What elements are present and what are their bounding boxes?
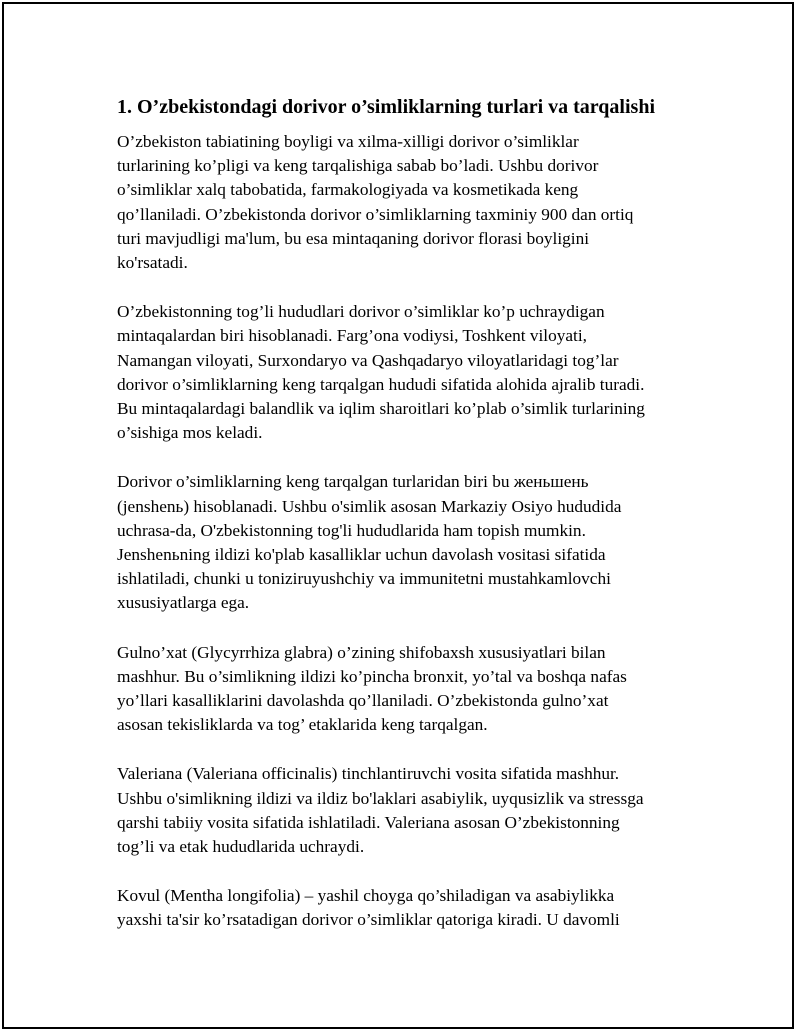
text-line: ishlatiladi, chunki u toniziruyushchiy va immunitetni mustahkamlovchi [117,569,611,589]
text-line: Bu mintaqalardagi balandlik va iqlim sharoitlari ko’plab o’simlik turlarining [117,399,645,419]
text-line: (jenshenь) hisoblanadi. Ushbu o'simlik asosan Markaziy Osiyo hududida [117,496,622,516]
text-line: mashhur. Bu o’simlikning ildizi ko’pincha bronxit, yo’tal va boshqa nafas [117,666,627,686]
paragraph-diversity [117,130,697,275]
text-line: turlarining ko’pligi va keng tarqalishiga sabab bo’ladi. Ushbu dorivor [117,156,599,176]
text-line: mintaqalardan biri hisoblanadi. Farg’ona vodiysi, Toshkent viloyati, [117,326,587,346]
text-line: tog’li va etak hududlarida uchraydi. [117,837,365,857]
text-line: Dorivor o’simliklarning keng tarqalgan turlaridan biri bu женьшень [117,472,589,492]
text-line: O’zbekistonning tog’li hududlari dorivor o’simliklar ko’p uchraydigan [117,302,605,322]
text-line: uchrasa-da, O'zbekistonning tog'li hududlarida ham topish mumkin. [117,520,586,540]
paragraph-licorice [117,641,697,738]
text-line: Ushbu o'simlikning ildizi va ildiz bo'laklari asabiylik, uyqusizlik va stressga [117,788,644,808]
text-line: o’sishiga mos keladi. [117,423,263,443]
text-line: dorivor o’simliklarning keng tarqalgan hududi sifatida alohida ajralib turadi. [117,374,645,394]
text-line: yo’llari kasalliklarini davolashda qo’llaniladi. O’zbekistonda gulno’xat [117,691,609,711]
text-line: xususiyatlarga ega. [117,593,250,613]
text-line: qarshi tabiiy vosita sifatida ishlatiladi. Valeriana asosan O’zbekistonning [117,812,620,832]
text-line: qo’llaniladi. O’zbekistonda dorivor o’simliklarning taxminiy 900 dan ortiq [117,204,634,224]
text-line: o’simliklar xalq tabobatida, farmakologiyada va kosmetikada keng [117,180,579,200]
paragraph-mountain-regions [117,300,697,445]
text-line: Jenshenьning ildizi ko'plab kasalliklar uchun davolash vositasi sifatida [117,545,606,565]
text-line: ko'rsatadi. [117,253,188,273]
text-line: Valeriana (Valeriana officinalis) tinchlantiruvchi vosita sifatida mashhur. [117,764,620,784]
document-body [117,93,697,958]
paragraph-valerian [117,762,697,859]
text-line: Kovul (Mentha longifolia) – yashil choyga qo’shiladigan va asabiylikka [117,886,615,906]
text-line: turi mavjudligi ma'lum, bu esa mintaqaning dorivor florasi boyligini [117,228,590,248]
paragraph-mint [117,884,697,932]
text-line: asosan tekisliklarda va tog’ etaklarida keng tarqalgan. [117,715,488,735]
text-line: yaxshi ta'sir ko’rsatadigan dorivor o’simliklar qatoriga kiradi. U davomli [117,910,620,930]
section-heading: 1. O’zbekistondagi dorivor o’simliklarning turlari va tarqalishi [117,96,656,118]
text-line: Gulno’xat (Glycyrrhiza glabra) o’zining shifobaxsh xususiyatlari bilan [117,642,606,662]
paragraph-ginseng [117,470,697,615]
text-line: O’zbekiston tabiatining boyligi va xilma-xilligi dorivor o’simliklar [117,132,579,151]
text-line: Namangan viloyati, Surxondaryo va Qashqadaryo viloyatlaridagi tog’lar [117,350,619,370]
